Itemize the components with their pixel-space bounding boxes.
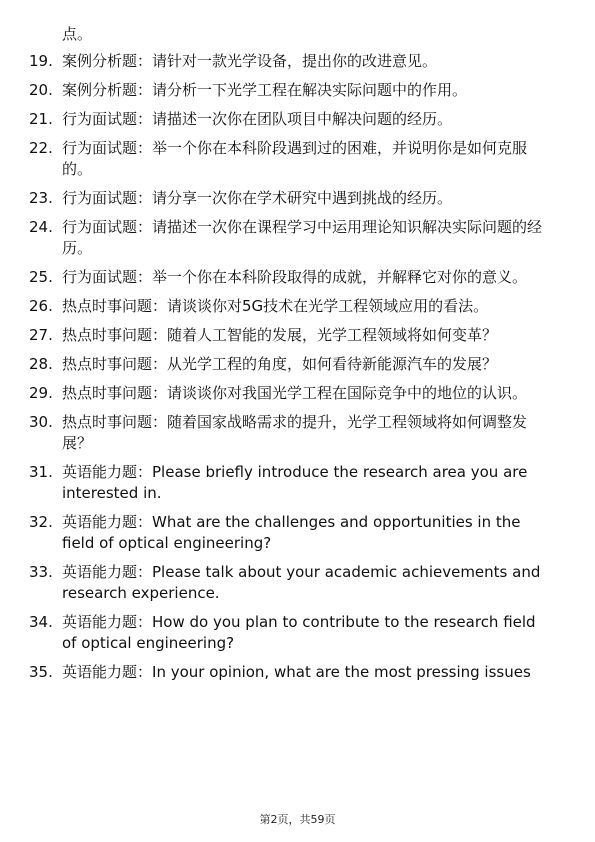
question-text: 请谈谈你对我国光学工程在国际竞争中的地位的认识。 xyxy=(167,384,528,402)
question-text: 举一个你在本科阶段取得的成就，并解释它对你的意义。 xyxy=(152,268,528,286)
question-category: 行为面试题： xyxy=(62,189,153,207)
question-text: How do you plan to contribute to the research field of optical engineering? xyxy=(62,613,536,652)
question-body xyxy=(62,512,554,554)
question-number: 34. xyxy=(29,613,53,631)
question-text: In your opinion, what are the most pressing issues xyxy=(152,663,531,681)
question-category: 英语能力题： xyxy=(62,563,153,581)
question-body xyxy=(62,462,554,504)
question-body xyxy=(62,562,554,604)
question-number: 24. xyxy=(29,218,53,236)
question-item xyxy=(0,51,595,72)
question-number: 20. xyxy=(29,81,53,99)
question-number: 26. xyxy=(29,297,53,315)
question-item xyxy=(0,188,595,209)
page-footer: 第2页，共59页 xyxy=(259,813,336,826)
question-text: 随着国家战略需求的提升，光学工程领域将如何调整发展？ xyxy=(62,413,528,452)
question-body xyxy=(62,612,554,654)
question-text: 请描述一次你在课程学习中运用理论知识解决实际问题的经历。 xyxy=(62,218,543,257)
question-body xyxy=(62,188,554,209)
question-item xyxy=(0,296,595,317)
question-item xyxy=(0,325,595,346)
question-body xyxy=(62,138,554,180)
question-item xyxy=(0,512,595,554)
question-body xyxy=(62,267,554,288)
question-number: 21. xyxy=(29,110,53,128)
question-text: What are the challenges and opportunities in the field of optical engineering? xyxy=(62,513,521,552)
question-category: 英语能力题： xyxy=(62,663,153,681)
question-body xyxy=(62,325,554,346)
question-category: 案例分析题： xyxy=(62,52,153,70)
question-body xyxy=(62,109,554,130)
question-category: 热点时事问题： xyxy=(62,413,168,431)
question-number: 33. xyxy=(29,563,53,581)
continuation-text: 点。 xyxy=(62,25,93,43)
question-category: 行为面试题： xyxy=(62,110,153,128)
question-item xyxy=(0,412,595,454)
question-text: 请分析一下光学工程在解决实际问题中的作用。 xyxy=(152,81,468,99)
question-item xyxy=(0,462,595,504)
question-text: 从光学工程的角度，如何看待新能源汽车的发展？ xyxy=(167,355,498,373)
question-number: 25. xyxy=(29,268,53,286)
question-category: 热点时事问题： xyxy=(62,384,168,402)
question-text: 举一个你在本科阶段遇到过的困难，并说明你是如何克服的。 xyxy=(62,139,528,178)
question-text: Please talk about your academic achievements and research experience. xyxy=(62,563,541,602)
question-body xyxy=(62,354,554,375)
question-item xyxy=(0,138,595,180)
question-item xyxy=(0,80,595,101)
question-item xyxy=(0,562,595,604)
question-text: 随着人工智能的发展，光学工程领域将如何变革？ xyxy=(167,326,498,344)
question-number: 28. xyxy=(29,355,53,373)
question-number: 19. xyxy=(29,52,53,70)
question-item xyxy=(0,267,595,288)
question-category: 案例分析题： xyxy=(62,81,153,99)
question-body xyxy=(62,296,554,317)
question-body xyxy=(62,383,554,404)
question-body xyxy=(62,662,554,683)
question-category: 英语能力题： xyxy=(62,613,153,631)
question-body xyxy=(62,412,554,454)
question-text: 请描述一次你在团队项目中解决问题的经历。 xyxy=(152,110,453,128)
question-category: 英语能力题： xyxy=(62,463,153,481)
question-body xyxy=(62,51,554,72)
question-list xyxy=(0,51,595,691)
question-text: 请分享一次你在学术研究中遇到挑战的经历。 xyxy=(152,189,453,207)
question-category: 行为面试题： xyxy=(62,218,153,236)
question-body xyxy=(62,217,554,259)
question-number: 27. xyxy=(29,326,53,344)
question-category: 行为面试题： xyxy=(62,139,153,157)
question-number: 23. xyxy=(29,189,53,207)
question-number: 29. xyxy=(29,384,53,402)
question-text: 请针对一款光学设备，提出你的改进意见。 xyxy=(152,52,438,70)
question-category: 英语能力题： xyxy=(62,513,153,531)
question-item xyxy=(0,354,595,375)
question-text: Please briefly introduce the research area you are interested in. xyxy=(62,463,528,502)
question-item xyxy=(0,662,595,683)
question-category: 热点时事问题： xyxy=(62,326,168,344)
question-item xyxy=(0,612,595,654)
question-number: 31. xyxy=(29,463,53,481)
question-number: 32. xyxy=(29,513,53,531)
question-number: 30. xyxy=(29,413,53,431)
question-category: 行为面试题： xyxy=(62,268,153,286)
question-text: 请谈谈你对5G技术在光学工程领域应用的看法。 xyxy=(167,297,489,315)
question-number: 35. xyxy=(29,663,53,681)
question-item xyxy=(0,217,595,259)
question-category: 热点时事问题： xyxy=(62,355,168,373)
question-item xyxy=(0,383,595,404)
question-number: 22. xyxy=(29,139,53,157)
question-item xyxy=(0,109,595,130)
question-body xyxy=(62,80,554,101)
question-category: 热点时事问题： xyxy=(62,297,168,315)
